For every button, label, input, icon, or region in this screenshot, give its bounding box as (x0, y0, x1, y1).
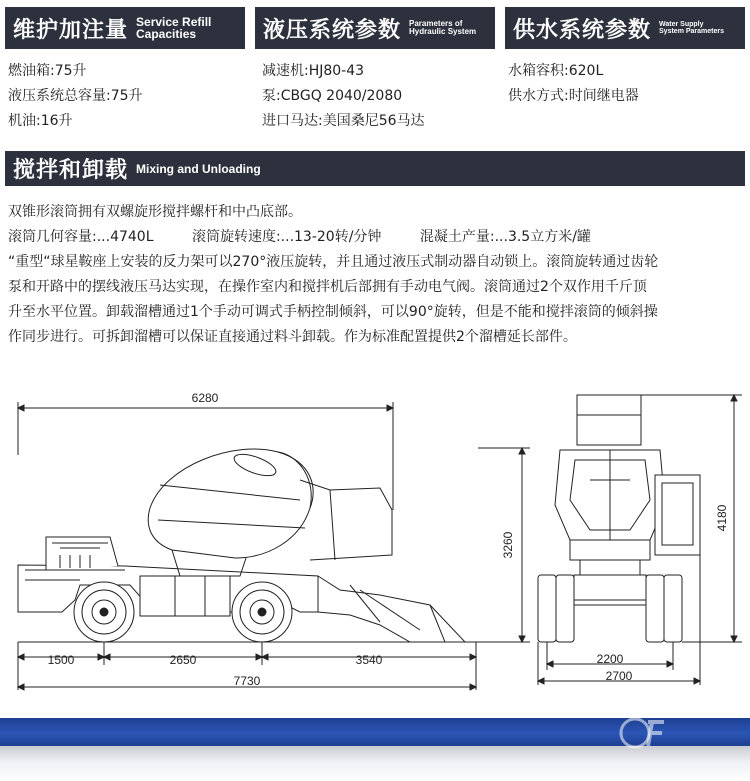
mixing-paragraph-line: 作同步进行。可拆卸溜槽可以保证直接通过料斗卸载。作为标准配置提供2个溜槽延长部件。 (8, 329, 577, 345)
mixing-title-cn: 搅拌和卸载 (13, 158, 129, 183)
dim-height-side: 3260 (501, 531, 515, 559)
section-header-refill (5, 7, 245, 49)
mixing-description (8, 200, 743, 350)
section-header-water (505, 7, 745, 49)
mixing-title-en: Mixing and Unloading (136, 161, 261, 176)
refill-title-en (136, 16, 211, 40)
dim-segment-3: 3540 (355, 653, 383, 667)
dim-segment-2: 2650 (169, 653, 197, 667)
water-item: 供水方式:时间继电器 (508, 88, 639, 104)
hydraulic-title-en-line1: Parameters of (409, 19, 463, 28)
mixing-paragraph-line: 泵和开路中的摆线液压马达实现，在操作室内和搅拌机后部拥有手动电气阀。滚筒通过2个双作用千斤顶 (8, 279, 647, 295)
refill-title-en-line2: Capacities (136, 27, 197, 41)
hydraulic-item: 泵:CBGQ 2040/2080 (262, 88, 403, 104)
refill-title-en-line1: Service Refill (136, 15, 212, 29)
dim-height-front: 4180 (715, 504, 729, 532)
drum-speed: 滚筒旋转速度:...13-20转/分钟 (191, 229, 382, 245)
mixing-specs (8, 225, 743, 250)
refill-item: 液压系统总容量:75升 (8, 88, 143, 104)
water-item: 水箱容积:620L (508, 63, 604, 79)
section-header-hydraulic (255, 7, 495, 49)
mixing-line: 双锥形滚筒拥有双螺旋形搅拌螺杆和中凸底部。 (8, 204, 302, 220)
water-title-en-line2: System Parameters (659, 28, 725, 35)
hydraulic-list (262, 59, 425, 134)
dimension-drawing (0, 380, 750, 700)
hydraulic-item: 减速机:HJ80-43 (262, 63, 365, 79)
hydraulic-title-en-line2: Hydraulic System (409, 27, 477, 36)
water-list (508, 59, 639, 109)
mixing-paragraph-line: 升至水平位置。卸载溜槽通过1个手动可调式手柄控制倾斜，可以90°旋转，但是不能和搅拌滚筒的倾斜操 (8, 304, 658, 320)
hydraulic-title-cn: 液压系统参数 (263, 17, 402, 43)
drum-capacity: 滚筒几何容量:...4740L (8, 229, 154, 245)
dim-overall-length: 7730 (233, 674, 261, 688)
hydraulic-title-en (409, 20, 476, 36)
company-logo-icon (618, 716, 670, 750)
dim-track-width: 2200 (596, 652, 624, 666)
refill-title-cn: 维护加注量 (13, 17, 129, 43)
hydraulic-item: 进口马达:美国桑尼56马达 (262, 113, 425, 129)
section-header-mixing (5, 151, 745, 186)
footer-shadow (0, 746, 750, 781)
water-title-cn: 供水系统参数 (513, 17, 652, 43)
refill-list (8, 59, 143, 134)
refill-item: 燃油箱:75升 (8, 63, 87, 79)
concrete-output: 混凝土产量:...3.5立方米/罐 (419, 229, 591, 245)
water-title-en (659, 21, 724, 35)
water-title-en-line1: Water Supply (659, 21, 704, 28)
dim-segment-1: 1500 (47, 653, 75, 667)
dim-overall-width: 2700 (605, 669, 633, 683)
mixing-paragraph-line: “重型“球星鞍座上安装的反力架可以270°液压旋转，并且通过液压式制动器自动锁上。滚筒旋转通过齿轮 (8, 254, 659, 270)
refill-item: 机油:16升 (8, 113, 73, 129)
dim-overall-top: 6280 (191, 391, 219, 405)
